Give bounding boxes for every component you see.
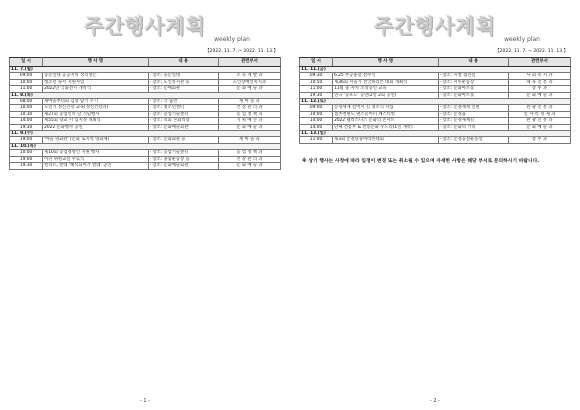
place-cell: · 장소: 청소년센터 bbox=[148, 105, 218, 111]
event-cell: 제36회 서울기 전국하리튼 대회 개최식 bbox=[333, 79, 439, 85]
time-cell: 14:00 bbox=[10, 118, 43, 124]
event-cell: 제55회 향교 시 입지정 개최식 bbox=[43, 118, 149, 124]
dept-cell: 관 광 진 흥 과 bbox=[508, 105, 570, 111]
col-header-datetime: 일 시 bbox=[300, 58, 333, 67]
place-cell: · 장소: 문화회관 등 bbox=[148, 137, 218, 143]
place-cell: · 장소: 동문일대 bbox=[148, 73, 218, 79]
event-cell: 2022 문화행사 공연 bbox=[43, 124, 149, 130]
dept-cell: 건 강 관 리 과 bbox=[218, 105, 280, 111]
event-cell: 2022 웰리스디스 문화의 콘서트 bbox=[333, 118, 439, 124]
period-label: 【2022. 11. 7. ~ 2022. 11. 13.】 bbox=[205, 49, 278, 54]
time-cell: 09:30 bbox=[300, 73, 333, 79]
page-title: 주간행사계획 bbox=[84, 14, 206, 38]
col-header-datetime: 일 시 bbox=[10, 58, 43, 67]
place-cell: · 장소: 문화아트홀 bbox=[438, 92, 508, 98]
place-cell: · 장소: 농업기술센터 bbox=[148, 111, 218, 117]
place-cell: · 장소: 종합운동장 등 bbox=[148, 156, 218, 162]
time-cell: 14:00 bbox=[300, 118, 333, 124]
notice-text: ※ 상기 행사는 사정에 따라 일정이 변경 또는 취소될 수 있으며 자세한 사항은 해당 부서로 문의하시기 바랍니다. bbox=[302, 159, 540, 164]
schedule-table bbox=[299, 57, 571, 144]
place-cell: · 장소: 문화의 거리 bbox=[438, 124, 508, 130]
time-cell: 11:00 bbox=[300, 86, 333, 92]
event-cell: 컬리트, 발레 '해석되어가 발레' 공연 bbox=[43, 163, 149, 169]
time-cell: 14:00 bbox=[300, 124, 333, 130]
place-cell: · 장소: 노인복지관 등 bbox=[148, 79, 218, 85]
dept-cell: 체 육 진 흥 과 bbox=[508, 79, 570, 85]
date-cell: 11. 7.(월) bbox=[10, 67, 281, 73]
event-cell: 점촌천원도 댄스놀이터 페스티벌 bbox=[333, 111, 439, 117]
time-cell: 19:30 bbox=[300, 92, 333, 98]
time-cell: 19:00 bbox=[10, 137, 43, 143]
event-row bbox=[300, 137, 571, 143]
time-cell: 10:30 bbox=[10, 111, 43, 117]
col-header-dept: 관련부서 bbox=[508, 58, 570, 67]
dept-cell: 문 화 예 술 과 bbox=[508, 124, 570, 130]
date-cell: 11. 8.(화) bbox=[10, 92, 281, 98]
dept-cell: 소 득 계 발 과 bbox=[218, 73, 280, 79]
page-number: - 2 - bbox=[430, 398, 440, 404]
col-header-dept: 관련부서 bbox=[218, 58, 280, 67]
event-cell: 문경새재 걸어서 길 정소식 사업 bbox=[333, 105, 439, 111]
place-cell: · 장소: 문화예술회관 bbox=[148, 124, 218, 130]
time-cell: 08:00 bbox=[10, 99, 43, 105]
place-cell: · 장소: 문화아트홀 bbox=[438, 86, 508, 92]
col-header-event: 행 사 명 bbox=[43, 58, 149, 67]
dept-cell: 총 무 과 bbox=[508, 86, 570, 92]
place-cell: · 장소: 농업기술센터 bbox=[148, 150, 218, 156]
event-cell: 청소년 독서 지원사업 bbox=[43, 79, 149, 85]
time-cell: 19:30 bbox=[10, 163, 43, 169]
place-cell: · 장소: 문경공설운동장 bbox=[438, 137, 508, 143]
time-cell: 10:00 bbox=[10, 105, 43, 111]
schedule-table bbox=[9, 57, 281, 170]
event-cell: 단체 전통무 & 전통문화 우드리(1일 개막) bbox=[333, 124, 439, 130]
place-cell: · 장소: 시민운동장 bbox=[438, 79, 508, 85]
dept-cell: 농 업 정 책 과 bbox=[218, 111, 280, 117]
page-title: 주간행사계획 bbox=[374, 14, 496, 38]
place-cell: · 장소: 문경새재 일원 bbox=[438, 105, 508, 111]
event-cell: 이민 위원교실 수료식 bbox=[43, 156, 149, 162]
dept-cell: 노인장애인복지과 bbox=[218, 79, 280, 85]
dept-cell: 문 화 예 술 과 bbox=[218, 124, 280, 130]
dept-cell: 문 화 예 술 과 bbox=[508, 92, 570, 98]
event-cell: '마을 영화관' (문화 로지역 영화제) bbox=[43, 137, 149, 143]
event-cell: 연극 '공포도' 공연(2일 2회 공연) bbox=[333, 92, 439, 98]
dept-cell: 농 업 정 책 과 bbox=[218, 150, 280, 156]
event-cell: 노년기 정신건강 교육(정신건강과) bbox=[43, 105, 149, 111]
place-cell: · 장소: 문화예술회관 bbox=[148, 163, 218, 169]
event-cell: 새마을부녀회 김장 담기 우기 bbox=[43, 99, 149, 105]
time-cell: 10:50 bbox=[300, 79, 333, 85]
time-cell: 19:00 bbox=[10, 156, 43, 162]
date-cell: 11. 9.(수) bbox=[10, 131, 281, 137]
time-cell: 10:00 bbox=[10, 150, 43, 156]
dept-cell: 건 강 관 리 과 bbox=[218, 156, 280, 162]
page-number: - 1 - bbox=[140, 398, 150, 404]
place-cell: · 장소: 문경읍 bbox=[438, 111, 508, 117]
place-cell: · 장소: 시청 접견실 bbox=[438, 73, 508, 79]
dept-cell: 기 획 예 산 과 bbox=[218, 118, 280, 124]
place-cell: · 장소: 문경새재길 bbox=[438, 118, 508, 124]
dept-cell: 총 무 과 bbox=[508, 137, 570, 143]
page-subtitle: weekly plan bbox=[504, 36, 540, 43]
time-cell: 10:00 bbox=[300, 111, 333, 117]
time-cell: 11:00 bbox=[300, 137, 333, 143]
dept-cell: 사 회 복 지 과 bbox=[508, 73, 570, 79]
dept-cell: 관 광 진 흥 과 bbox=[508, 118, 570, 124]
time-cell: 09:00 bbox=[10, 73, 43, 79]
event-cell: 제10회 농업경영인 지원 행사 bbox=[43, 150, 149, 156]
page-subtitle: weekly plan bbox=[214, 36, 250, 43]
event-cell: 6.25 무공훈장 전수식 bbox=[333, 73, 439, 79]
dept-cell: 새 마 을 과 bbox=[218, 137, 280, 143]
dept-cell: 문 화 예 술 과 bbox=[218, 86, 280, 92]
dept-cell: 새 마 을 과 bbox=[218, 99, 280, 105]
time-cell: 11:00 bbox=[10, 86, 43, 92]
date-cell: 11. 11.(금) bbox=[300, 67, 571, 73]
event-cell: 2022년 국화전시 개막식 bbox=[43, 86, 149, 92]
date-cell: 11. 13.(일) bbox=[300, 131, 571, 137]
date-cell: 11. 10.(목) bbox=[10, 143, 281, 149]
date-cell: 11. 12.(토) bbox=[300, 99, 571, 105]
event-row bbox=[10, 163, 281, 169]
place-cell: · 장소: 문예회관 bbox=[148, 86, 218, 92]
page-2 bbox=[290, 0, 580, 410]
time-cell: 10:00 bbox=[10, 79, 43, 85]
place-cell: · 장소: 의회 본회의장 bbox=[148, 118, 218, 124]
time-cell: 19:30 bbox=[10, 124, 43, 130]
event-cell: 11월 중 자치 소상공인 교육 bbox=[333, 86, 439, 92]
event-cell: 제27회 농업인의 날 기념행사 bbox=[43, 111, 149, 117]
period-label: 【2022. 11. 7. ~ 2022. 11. 13.】 bbox=[495, 49, 568, 54]
col-header-event: 행 사 명 bbox=[333, 58, 439, 67]
event-cell: 동문일대 공공지역 정리정돈 bbox=[43, 73, 149, 79]
place-cell: · 장소: 각 읍면 bbox=[148, 99, 218, 105]
col-header-content: 내 용 bbox=[148, 58, 218, 67]
time-cell: 09:00 bbox=[300, 105, 333, 111]
col-header-content: 내 용 bbox=[438, 58, 508, 67]
dept-cell: 일 자 리 경 제 과 bbox=[508, 111, 570, 117]
dept-cell: 문 화 예 술 과 bbox=[218, 163, 280, 169]
event-cell: 제3회 문경단풍마라톤대회 bbox=[333, 137, 439, 143]
